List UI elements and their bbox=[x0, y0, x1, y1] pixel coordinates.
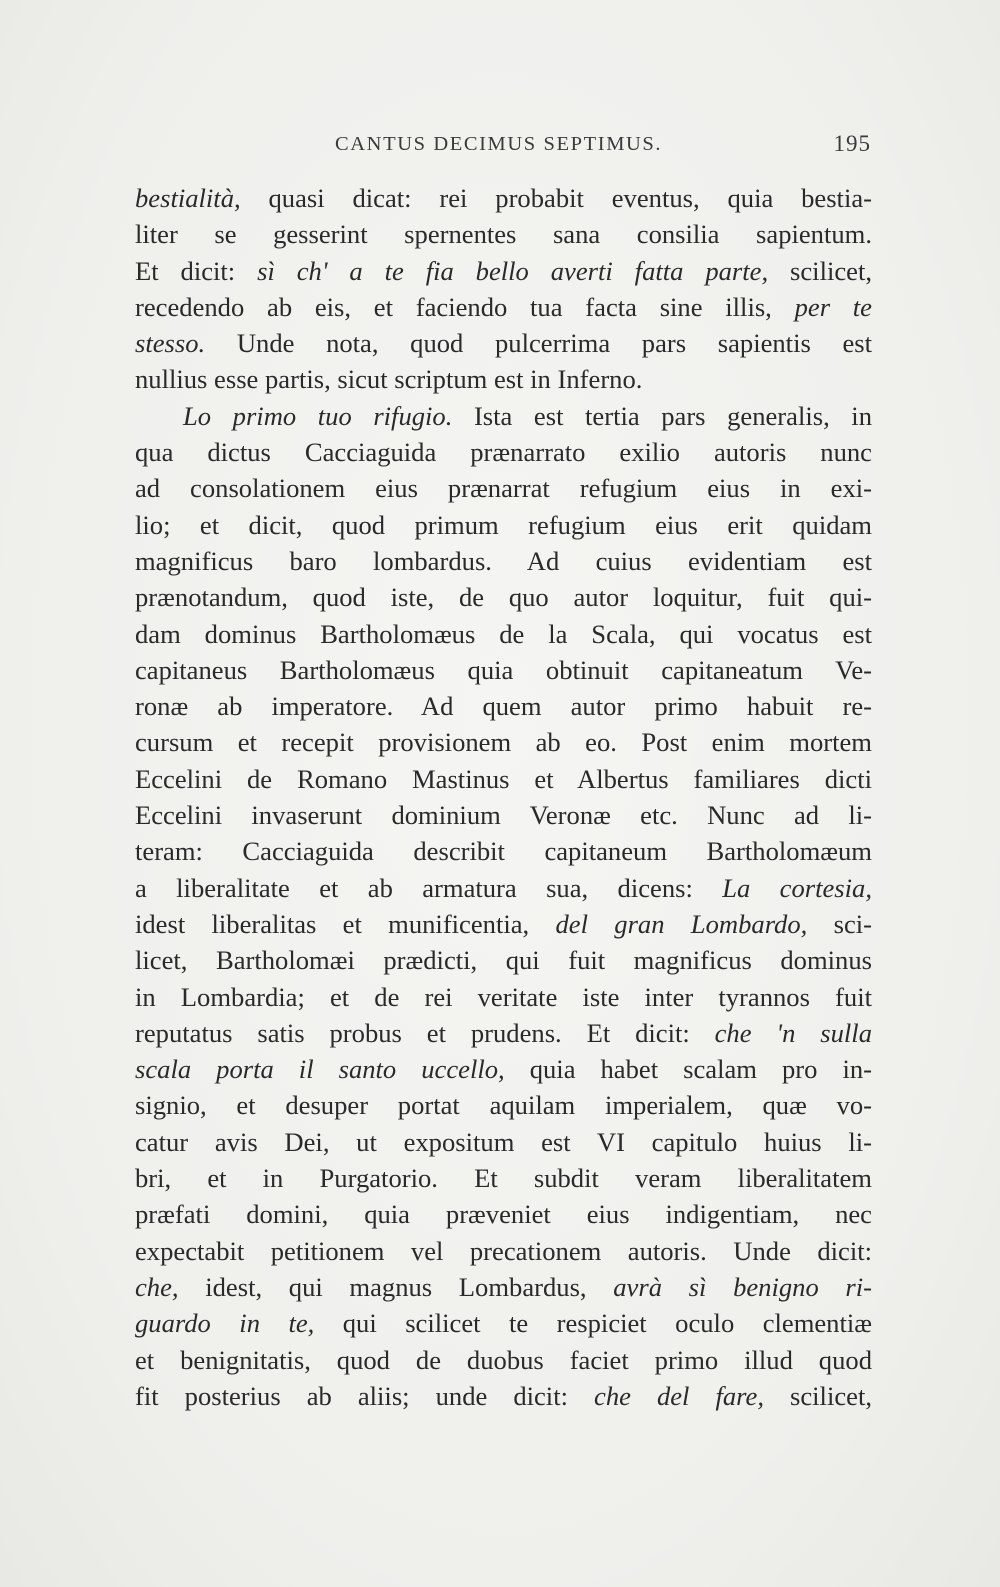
text-line bbox=[135, 1378, 872, 1414]
text-segment: et benignitatis, quod de duobus faciet primo illud quod bbox=[135, 1344, 872, 1375]
text-line bbox=[135, 1342, 872, 1378]
text-line bbox=[135, 616, 872, 652]
italic-segment: per te bbox=[794, 291, 872, 322]
text-segment: Et dicit: bbox=[135, 255, 258, 286]
text-segment: cursum et recepit provisionem ab eo. Post enim mortem bbox=[135, 727, 872, 758]
italic-segment: bestialità, bbox=[135, 183, 241, 213]
text-segment: Eccelini de Romano Mastinus et Albertus familiares dicti bbox=[135, 763, 872, 794]
italic-segment: del gran Lombardo, bbox=[555, 908, 808, 939]
text-segment: sci- bbox=[807, 908, 872, 939]
text-segment: dam dominus Bartholomæus de la Scala, qui vocatus est bbox=[135, 618, 872, 649]
text-line bbox=[135, 289, 872, 325]
text-line bbox=[135, 1196, 872, 1232]
text-line bbox=[135, 398, 872, 434]
italic-segment: La cortesia, bbox=[722, 872, 872, 903]
text-line bbox=[135, 1305, 872, 1341]
text-segment: nullius esse partis, sicut scriptum est in Inferno. bbox=[135, 364, 643, 395]
text-line bbox=[135, 724, 872, 760]
text-segment: præfati domini, quia præveniet eius indigentiam, nec bbox=[135, 1199, 872, 1230]
text-line bbox=[135, 434, 872, 470]
text-line bbox=[135, 1269, 872, 1305]
text-line bbox=[135, 833, 872, 869]
text-segment: ronæ ab imperatore. Ad quem autor primo habuit re- bbox=[135, 691, 872, 722]
text-line bbox=[135, 1015, 872, 1051]
text-segment: qui scilicet te respiciet oculo clementiæ bbox=[314, 1308, 872, 1339]
text-line bbox=[135, 216, 872, 252]
text-segment: quia habet scalam pro in- bbox=[504, 1054, 872, 1085]
text-segment: Ista est tertia pars generalis, in bbox=[452, 400, 872, 431]
body-text bbox=[135, 180, 872, 1414]
italic-segment: Lo primo tuo rifugio. bbox=[183, 400, 453, 431]
text-line bbox=[135, 180, 872, 216]
text-segment: Unde nota, quod pulcerrima pars sapientis est bbox=[205, 328, 872, 359]
text-segment: quasi dicat: rei probabit eventus, quia bestia- bbox=[240, 183, 872, 213]
italic-segment: che del fare, bbox=[594, 1380, 764, 1411]
text-segment: ad consolationem eius prænarrat refugium eius in exi- bbox=[135, 473, 872, 504]
text-segment: bri, et in Purgatorio. Et subdit veram liberalitatem bbox=[135, 1163, 872, 1194]
text-line bbox=[135, 579, 872, 615]
italic-segment: sì ch' a te fia bello averti fatta parte, bbox=[257, 255, 769, 286]
text-segment: teram: Cacciaguida describit capitaneum Bartholomæum bbox=[135, 836, 872, 867]
text-line bbox=[135, 361, 872, 397]
italic-segment: guardo in te, bbox=[135, 1308, 315, 1339]
text-line bbox=[135, 543, 872, 579]
italic-segment: che, bbox=[135, 1271, 179, 1302]
text-line bbox=[135, 688, 872, 724]
text-line bbox=[135, 797, 872, 833]
text-segment: Eccelini invaserunt dominium Veronæ etc. Nunc ad li- bbox=[135, 800, 872, 831]
text-line bbox=[135, 761, 872, 797]
text-line bbox=[135, 470, 872, 506]
text-line bbox=[135, 1233, 872, 1269]
page-number: 195 bbox=[833, 131, 871, 156]
italic-segment: stesso. bbox=[135, 328, 206, 359]
text-segment: signio, et desuper portat aquilam imperialem, quæ vo- bbox=[135, 1090, 872, 1121]
text-segment: expectabit petitionem vel precationem autoris. Unde dicit: bbox=[135, 1235, 872, 1266]
text-line bbox=[135, 1051, 872, 1087]
text-line bbox=[135, 870, 872, 906]
text-segment: liter se gesserint spernentes sana consilia sapientum. bbox=[135, 219, 872, 250]
text-segment: recedendo ab eis, et faciendo tua facta sine illis, bbox=[135, 291, 795, 322]
text-segment: scilicet, bbox=[768, 255, 872, 286]
text-segment: capitaneus Bartholomæus quia obtinuit capitaneatum Ve- bbox=[135, 654, 872, 685]
text-segment: lio; et dicit, quod primum refugium eius erit quidam bbox=[135, 509, 872, 540]
text-line bbox=[135, 942, 872, 978]
text-line bbox=[135, 1160, 872, 1196]
text-segment: a liberalitate et ab armatura sua, dicens: bbox=[135, 872, 723, 903]
text-segment: fit posterius ab aliis; unde dicit: bbox=[135, 1380, 595, 1411]
text-line bbox=[135, 906, 872, 942]
text-line bbox=[135, 1087, 872, 1123]
text-segment: prænotandum, quod iste, de quo autor loquitur, fuit qui- bbox=[135, 582, 872, 613]
italic-segment: avrà sì benigno ri- bbox=[613, 1271, 872, 1302]
text-line bbox=[135, 652, 872, 688]
text-segment: qua dictus Cacciaguida prænarrato exilio autoris nunc bbox=[135, 437, 872, 468]
italic-segment: scala porta il santo uccello, bbox=[135, 1054, 505, 1085]
text-line bbox=[135, 253, 872, 289]
text-segment: reputatus satis probus et prudens. Et dicit: bbox=[135, 1017, 715, 1048]
running-title: CANTUS DECIMUS SEPTIMUS. bbox=[335, 133, 663, 155]
text-line bbox=[135, 507, 872, 543]
text-segment: catur avis Dei, ut expositum est VI capitulo huius li- bbox=[135, 1126, 872, 1157]
page-header bbox=[135, 133, 875, 169]
text-segment: in Lombardia; et de rei veritate iste inter tyrannos fuit bbox=[135, 981, 872, 1012]
italic-segment: che 'n sulla bbox=[714, 1017, 872, 1048]
text-segment: magnificus baro lombardus. Ad cuius evidentiam est bbox=[135, 545, 872, 576]
text-line bbox=[135, 979, 872, 1015]
text-segment: scilicet, bbox=[763, 1380, 872, 1411]
text-segment: idest liberalitas et munificentia, bbox=[135, 908, 556, 939]
text-line bbox=[135, 1124, 872, 1160]
text-segment: licet, Bartholomæi prædicti, qui fuit magnificus dominus bbox=[135, 945, 872, 976]
text-line bbox=[135, 325, 872, 361]
text-segment: idest, qui magnus Lombardus, bbox=[178, 1271, 614, 1302]
